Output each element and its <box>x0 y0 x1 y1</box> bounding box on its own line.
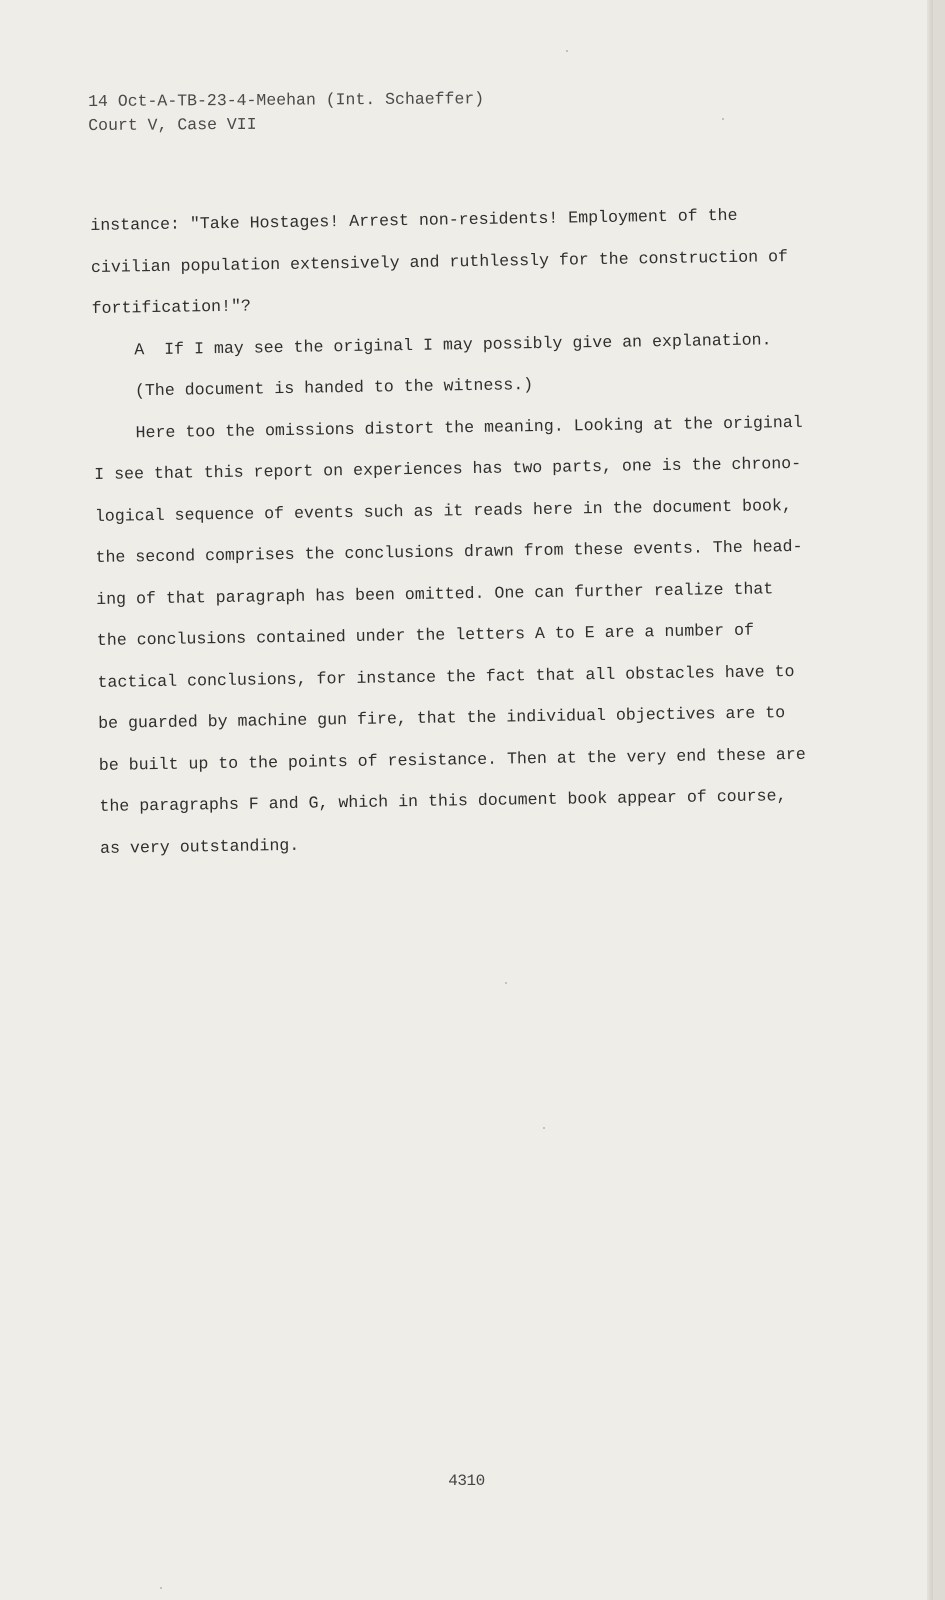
body-line: the conclusions contained under the letters A to E are a number of <box>96 620 755 650</box>
paper-speck <box>722 118 724 120</box>
paper-speck <box>543 1127 545 1129</box>
body-line: ing of that paragraph has been omitted. One can further realize that <box>96 578 774 609</box>
body-line: I see that this report on experiences has two parts, one is the chrono- <box>94 453 802 484</box>
body-line: as very outstanding. <box>99 835 300 858</box>
body-line: fortification!"? <box>91 296 252 318</box>
body-line: Here too the omissions distort the meaning. Looking at the original <box>135 412 803 442</box>
body-line: tactical conclusions, for instance the fact that all obstacles have to <box>97 661 795 692</box>
paper-edge <box>927 0 933 1600</box>
answer-line: A If I may see the original I may possibly give an explanation. <box>134 329 772 359</box>
body-line: be built up to the points of resistance. Then at the very end these are <box>98 744 806 775</box>
transcript-body <box>90 193 860 869</box>
body-line: the paragraphs F and G, which in this document book appear of course, <box>99 786 787 816</box>
body-line: logical sequence of events such as it reads here in the document book, <box>94 495 793 526</box>
body-line: be guarded by machine gun fire, that the individual objectives are to <box>97 703 786 733</box>
document-header <box>88 87 484 138</box>
body-line: instance: "Take Hostages! Arrest non-residents! Employment of the <box>90 205 738 235</box>
body-line: civilian population extensively and ruthlessly for the construction of <box>90 246 789 277</box>
body-line: the second comprises the conclusions drawn from these events. The head- <box>95 536 803 567</box>
stage-direction-line: (The document is handed to the witness.) <box>134 375 534 401</box>
paper-speck <box>160 1587 162 1589</box>
paper-speck <box>505 982 507 984</box>
header-court-line: Court V, Case VII <box>88 114 257 135</box>
paper-speck <box>566 50 568 52</box>
header-reference-line: 14 Oct-A-TB-23-4-Meehan (Int. Schaeffer) <box>88 89 485 111</box>
page-number: 4310 <box>448 1472 485 1490</box>
